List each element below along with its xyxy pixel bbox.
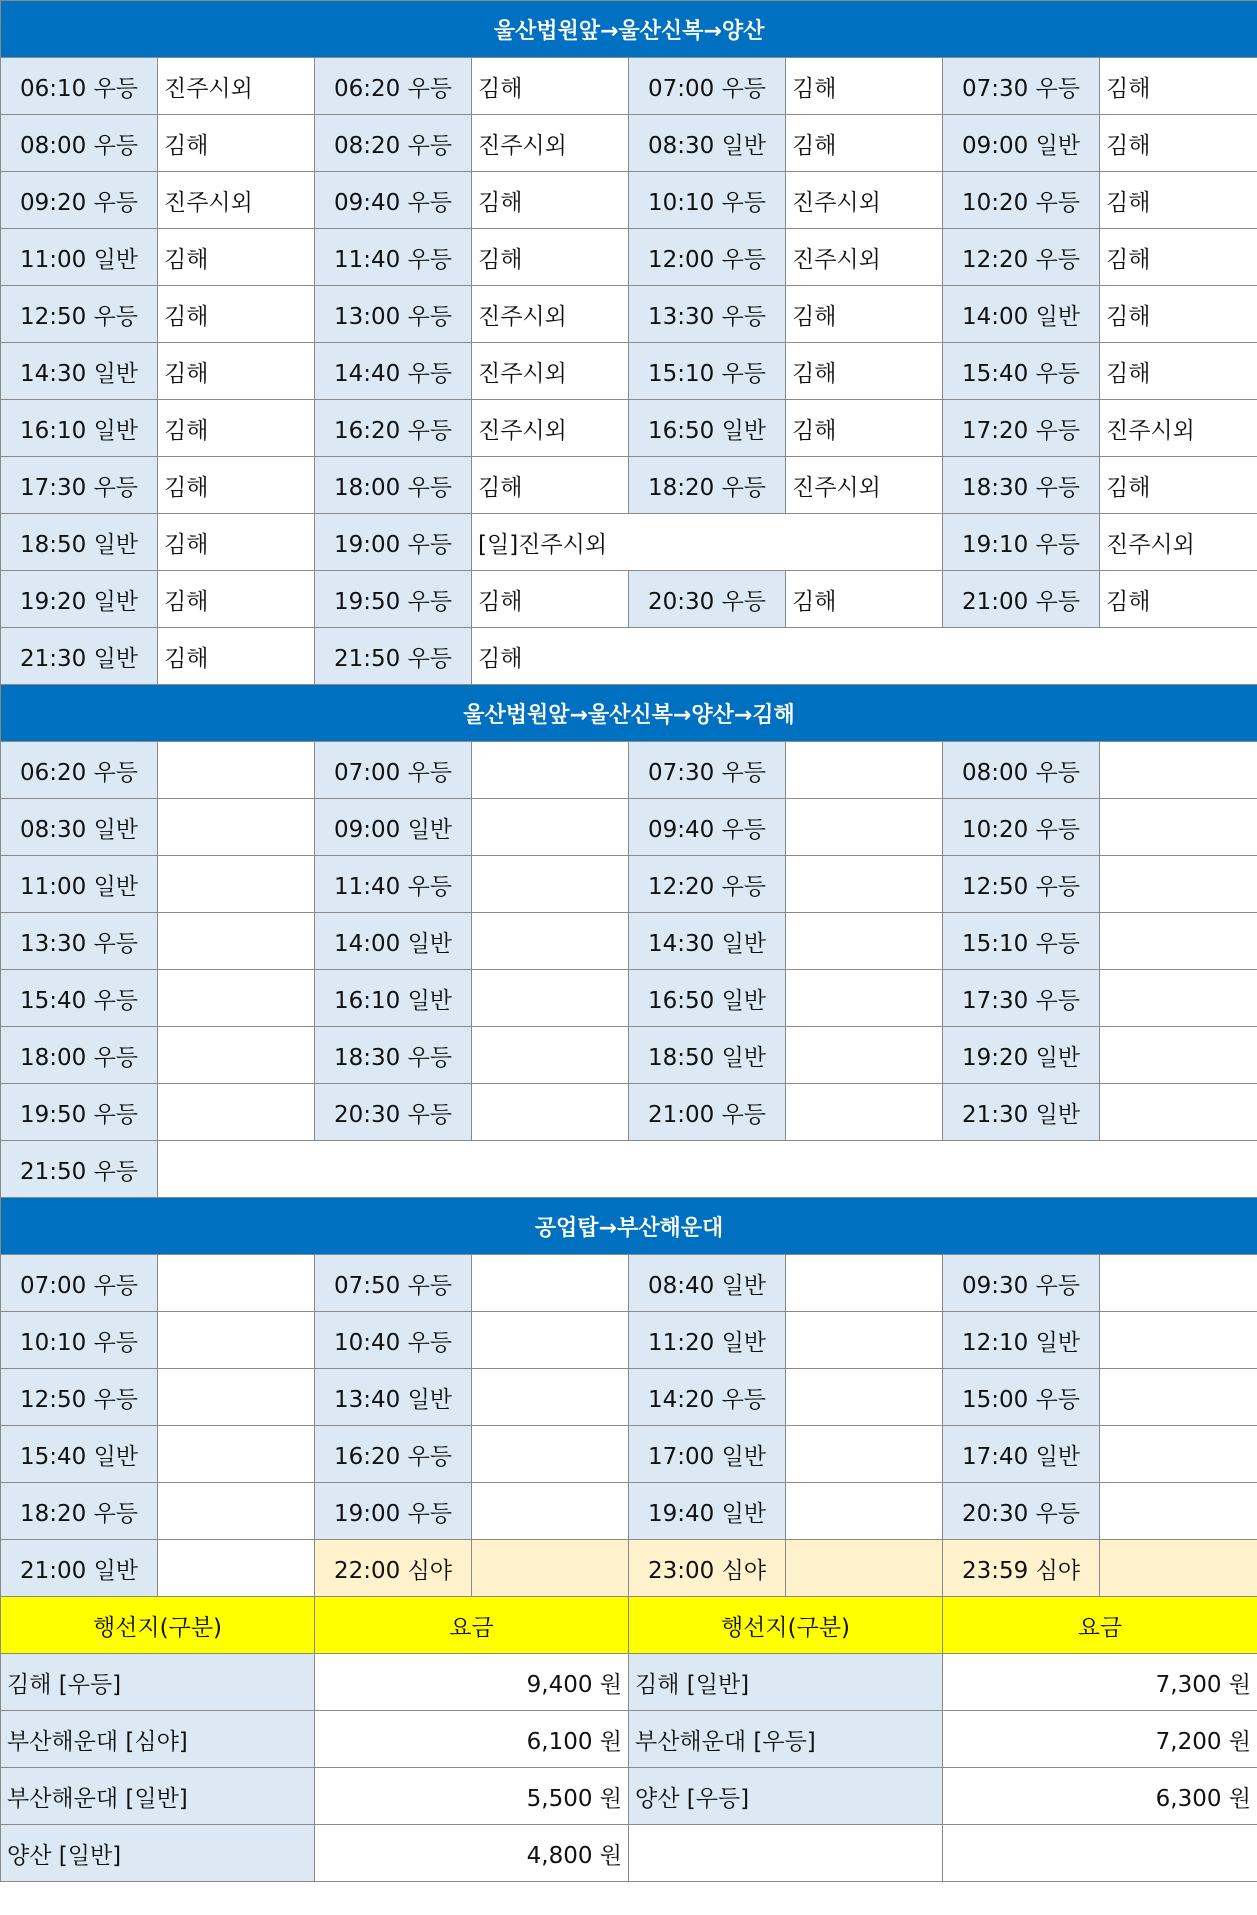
departure-time: 21:30 일반 [1, 628, 158, 685]
fare-destination: 부산해운대 [일반] [1, 1768, 315, 1825]
departure-time: 07:30 우등 [629, 742, 786, 799]
destination: 김해 [472, 457, 629, 514]
fare-price: 7,200 원 [943, 1711, 1257, 1768]
destination: 김해 [1100, 571, 1257, 628]
departure-time: 18:50 일반 [1, 514, 158, 571]
destination [1100, 1027, 1257, 1084]
fare-price: 7,300 원 [943, 1654, 1257, 1711]
destination [786, 856, 943, 913]
departure-time: 18:30 우등 [943, 457, 1100, 514]
destination [472, 799, 629, 856]
destination: 진주시외 [786, 457, 943, 514]
destination [158, 1312, 315, 1369]
destination [1100, 1483, 1257, 1540]
fare-price: 5,500 원 [315, 1768, 629, 1825]
fare-header-destination: 행선지(구분) [1, 1597, 315, 1654]
destination: 김해 [786, 400, 943, 457]
fare-destination: 부산해운대 [심야] [1, 1711, 315, 1768]
departure-time: 19:50 우등 [1, 1084, 158, 1141]
destination [472, 1255, 629, 1312]
departure-time: 07:50 우등 [315, 1255, 472, 1312]
destination: 진주시외 [472, 343, 629, 400]
departure-time: 09:00 일반 [943, 115, 1100, 172]
destination [158, 1426, 315, 1483]
destination: 진주시외 [472, 286, 629, 343]
departure-time: 20:30 우등 [315, 1084, 472, 1141]
departure-time: 08:20 우등 [315, 115, 472, 172]
departure-time: 13:30 우등 [1, 913, 158, 970]
destination [1100, 1312, 1257, 1369]
destination [158, 856, 315, 913]
destination [1100, 1426, 1257, 1483]
departure-time: 10:20 우등 [943, 172, 1100, 229]
fare-destination: 양산 [일반] [1, 1825, 315, 1882]
departure-time: 18:50 일반 [629, 1027, 786, 1084]
destination: 진주시외 [158, 58, 315, 115]
destination [1100, 970, 1257, 1027]
destination: 김해 [1100, 457, 1257, 514]
departure-time: 10:10 우등 [1, 1312, 158, 1369]
departure-time: 11:00 일반 [1, 229, 158, 286]
destination [786, 1426, 943, 1483]
departure-time: 12:00 우등 [629, 229, 786, 286]
destination [472, 1426, 629, 1483]
departure-time: 14:00 일반 [315, 913, 472, 970]
departure-time: 17:20 우등 [943, 400, 1100, 457]
departure-time: 16:50 일반 [629, 400, 786, 457]
departure-time: 15:40 일반 [1, 1426, 158, 1483]
departure-time: 17:00 일반 [629, 1426, 786, 1483]
departure-time: 19:40 일반 [629, 1483, 786, 1540]
destination [1100, 1255, 1257, 1312]
departure-time: 06:20 우등 [1, 742, 158, 799]
destination: 김해 [158, 229, 315, 286]
departure-time: 19:10 우등 [943, 514, 1100, 571]
fare-row [1, 1711, 1257, 1768]
destination [786, 1540, 943, 1597]
departure-time: 21:50 우등 [1, 1141, 158, 1198]
destination: 김해 [1100, 58, 1257, 115]
fare-price: 4,800 원 [315, 1825, 629, 1882]
destination [1100, 913, 1257, 970]
departure-time: 19:50 우등 [315, 571, 472, 628]
destination [1100, 856, 1257, 913]
destination [786, 1084, 943, 1141]
departure-time: 09:00 일반 [315, 799, 472, 856]
departure-time: 06:10 우등 [1, 58, 158, 115]
destination: 김해 [158, 514, 315, 571]
destination: 진주시외 [786, 172, 943, 229]
destination: 김해 [158, 115, 315, 172]
departure-time: 15:40 우등 [1, 970, 158, 1027]
destination [1100, 742, 1257, 799]
destination [472, 1369, 629, 1426]
destination: 김해 [472, 172, 629, 229]
destination [786, 1312, 943, 1369]
departure-time: 09:30 우등 [943, 1255, 1100, 1312]
departure-time: 07:30 우등 [943, 58, 1100, 115]
departure-time: 17:30 우등 [943, 970, 1100, 1027]
destination: 김해 [472, 571, 629, 628]
departure-time: 15:40 우등 [943, 343, 1100, 400]
departure-time: 16:20 우등 [315, 1426, 472, 1483]
departure-time: 18:30 우등 [315, 1027, 472, 1084]
departure-time: 22:00 심야 [315, 1540, 472, 1597]
fare-header-destination: 행선지(구분) [629, 1597, 943, 1654]
departure-time: 21:00 우등 [943, 571, 1100, 628]
destination: 김해 [158, 343, 315, 400]
destination: 김해 [158, 400, 315, 457]
destination [472, 1027, 629, 1084]
destination [472, 856, 629, 913]
destination [158, 1255, 315, 1312]
destination [1100, 1084, 1257, 1141]
destination [158, 1084, 315, 1141]
destination: 김해 [1100, 229, 1257, 286]
departure-time: 07:00 우등 [629, 58, 786, 115]
departure-time: 11:00 일반 [1, 856, 158, 913]
fare-empty-cell [943, 1825, 1257, 1882]
destination: 김해 [786, 286, 943, 343]
destination: 김해 [472, 628, 1257, 685]
departure-time: 21:30 일반 [943, 1084, 1100, 1141]
departure-time: 07:00 우등 [1, 1255, 158, 1312]
destination: 김해 [786, 58, 943, 115]
destination: 김해 [158, 628, 315, 685]
departure-time: 10:40 우등 [315, 1312, 472, 1369]
departure-time: 08:00 우등 [943, 742, 1100, 799]
departure-time: 12:50 우등 [1, 1369, 158, 1426]
section-title: 공업탑→부산해운대 [1, 1198, 1257, 1255]
destination [1100, 1369, 1257, 1426]
departure-time: 18:20 우등 [1, 1483, 158, 1540]
destination [1100, 799, 1257, 856]
departure-time: 08:00 우등 [1, 115, 158, 172]
departure-time: 12:20 우등 [629, 856, 786, 913]
fare-price: 6,100 원 [315, 1711, 629, 1768]
departure-time: 19:20 일반 [943, 1027, 1100, 1084]
destination: 김해 [158, 457, 315, 514]
destination: 김해 [786, 343, 943, 400]
departure-time: 15:10 우등 [943, 913, 1100, 970]
departure-time: 09:20 우등 [1, 172, 158, 229]
destination [786, 1027, 943, 1084]
destination: 진주시외 [786, 229, 943, 286]
departure-time: 11:40 우등 [315, 229, 472, 286]
destination [472, 1084, 629, 1141]
fare-price: 9,400 원 [315, 1654, 629, 1711]
departure-time: 21:50 우등 [315, 628, 472, 685]
destination: 진주시외 [158, 172, 315, 229]
departure-time: 12:50 우등 [943, 856, 1100, 913]
departure-time: 12:50 우등 [1, 286, 158, 343]
departure-time: 09:40 우등 [629, 799, 786, 856]
destination: 김해 [1100, 172, 1257, 229]
departure-time: 12:10 일반 [943, 1312, 1100, 1369]
destination [786, 799, 943, 856]
destination: 김해 [472, 229, 629, 286]
destination: [일]진주시외 [472, 514, 943, 571]
destination [1100, 1540, 1257, 1597]
destination [158, 1540, 315, 1597]
departure-time: 17:30 우등 [1, 457, 158, 514]
departure-time: 11:40 우등 [315, 856, 472, 913]
departure-time: 19:00 우등 [315, 514, 472, 571]
fare-destination: 부산해운대 [우등] [629, 1711, 943, 1768]
departure-time: 19:00 우등 [315, 1483, 472, 1540]
destination: 진주시외 [1100, 400, 1257, 457]
destination [158, 742, 315, 799]
destination [158, 1141, 1257, 1198]
departure-time: 12:20 우등 [943, 229, 1100, 286]
fare-destination: 양산 [우등] [629, 1768, 943, 1825]
destination [786, 1369, 943, 1426]
fare-row [1, 1654, 1257, 1711]
destination: 진주시외 [472, 400, 629, 457]
departure-time: 09:40 우등 [315, 172, 472, 229]
departure-time: 16:20 우등 [315, 400, 472, 457]
departure-time: 18:00 우등 [1, 1027, 158, 1084]
departure-time: 14:30 일반 [629, 913, 786, 970]
destination: 김해 [786, 115, 943, 172]
destination [472, 1540, 629, 1597]
destination [158, 970, 315, 1027]
fare-destination: 김해 [일반] [629, 1654, 943, 1711]
departure-time: 08:30 일반 [629, 115, 786, 172]
destination [158, 1369, 315, 1426]
destination [158, 799, 315, 856]
destination [786, 970, 943, 1027]
departure-time: 16:10 일반 [315, 970, 472, 1027]
departure-time: 23:00 심야 [629, 1540, 786, 1597]
departure-time: 10:20 우등 [943, 799, 1100, 856]
destination [158, 913, 315, 970]
departure-time: 14:20 우등 [629, 1369, 786, 1426]
fare-destination: 김해 [우등] [1, 1654, 315, 1711]
fare-header-price: 요금 [315, 1597, 629, 1654]
section-title: 울산법원앞→울산신복→양산→김해 [1, 685, 1257, 742]
destination [472, 1483, 629, 1540]
destination [786, 742, 943, 799]
departure-time: 13:40 일반 [315, 1369, 472, 1426]
departure-time: 16:10 일반 [1, 400, 158, 457]
departure-time: 14:30 일반 [1, 343, 158, 400]
departure-time: 17:40 일반 [943, 1426, 1100, 1483]
departure-time: 18:20 우등 [629, 457, 786, 514]
departure-time: 10:10 우등 [629, 172, 786, 229]
destination: 김해 [786, 571, 943, 628]
departure-time: 20:30 우등 [943, 1483, 1100, 1540]
fare-empty-cell [629, 1825, 943, 1882]
departure-time: 23:59 심야 [943, 1540, 1100, 1597]
destination: 김해 [158, 571, 315, 628]
destination [158, 1483, 315, 1540]
departure-time: 11:20 일반 [629, 1312, 786, 1369]
departure-time: 08:40 일반 [629, 1255, 786, 1312]
departure-time: 14:00 일반 [943, 286, 1100, 343]
destination [472, 742, 629, 799]
destination [472, 970, 629, 1027]
departure-time: 21:00 일반 [1, 1540, 158, 1597]
departure-time: 20:30 우등 [629, 571, 786, 628]
departure-time: 19:20 일반 [1, 571, 158, 628]
departure-time: 18:00 우등 [315, 457, 472, 514]
fare-row [1, 1825, 1257, 1882]
departure-time: 16:50 일반 [629, 970, 786, 1027]
destination: 진주시외 [1100, 514, 1257, 571]
destination [786, 913, 943, 970]
departure-time: 06:20 우등 [315, 58, 472, 115]
destination: 김해 [1100, 115, 1257, 172]
departure-time: 08:30 일반 [1, 799, 158, 856]
destination [158, 1027, 315, 1084]
destination [472, 1312, 629, 1369]
fare-price: 6,300 원 [943, 1768, 1257, 1825]
fare-header-price: 요금 [943, 1597, 1257, 1654]
section-title: 울산법원앞→울산신복→양산 [1, 1, 1257, 58]
destination: 진주시외 [472, 115, 629, 172]
destination: 김해 [472, 58, 629, 115]
departure-time: 13:00 우등 [315, 286, 472, 343]
destination [472, 913, 629, 970]
fare-header-row [1, 1597, 1257, 1654]
departure-time: 13:30 우등 [629, 286, 786, 343]
destination: 김해 [158, 286, 315, 343]
destination: 김해 [1100, 343, 1257, 400]
destination: 김해 [1100, 286, 1257, 343]
departure-time: 21:00 우등 [629, 1084, 786, 1141]
departure-time: 15:10 우등 [629, 343, 786, 400]
departure-time: 07:00 우등 [315, 742, 472, 799]
destination [786, 1255, 943, 1312]
departure-time: 14:40 우등 [315, 343, 472, 400]
destination [786, 1483, 943, 1540]
departure-time: 15:00 우등 [943, 1369, 1100, 1426]
fare-row [1, 1768, 1257, 1825]
